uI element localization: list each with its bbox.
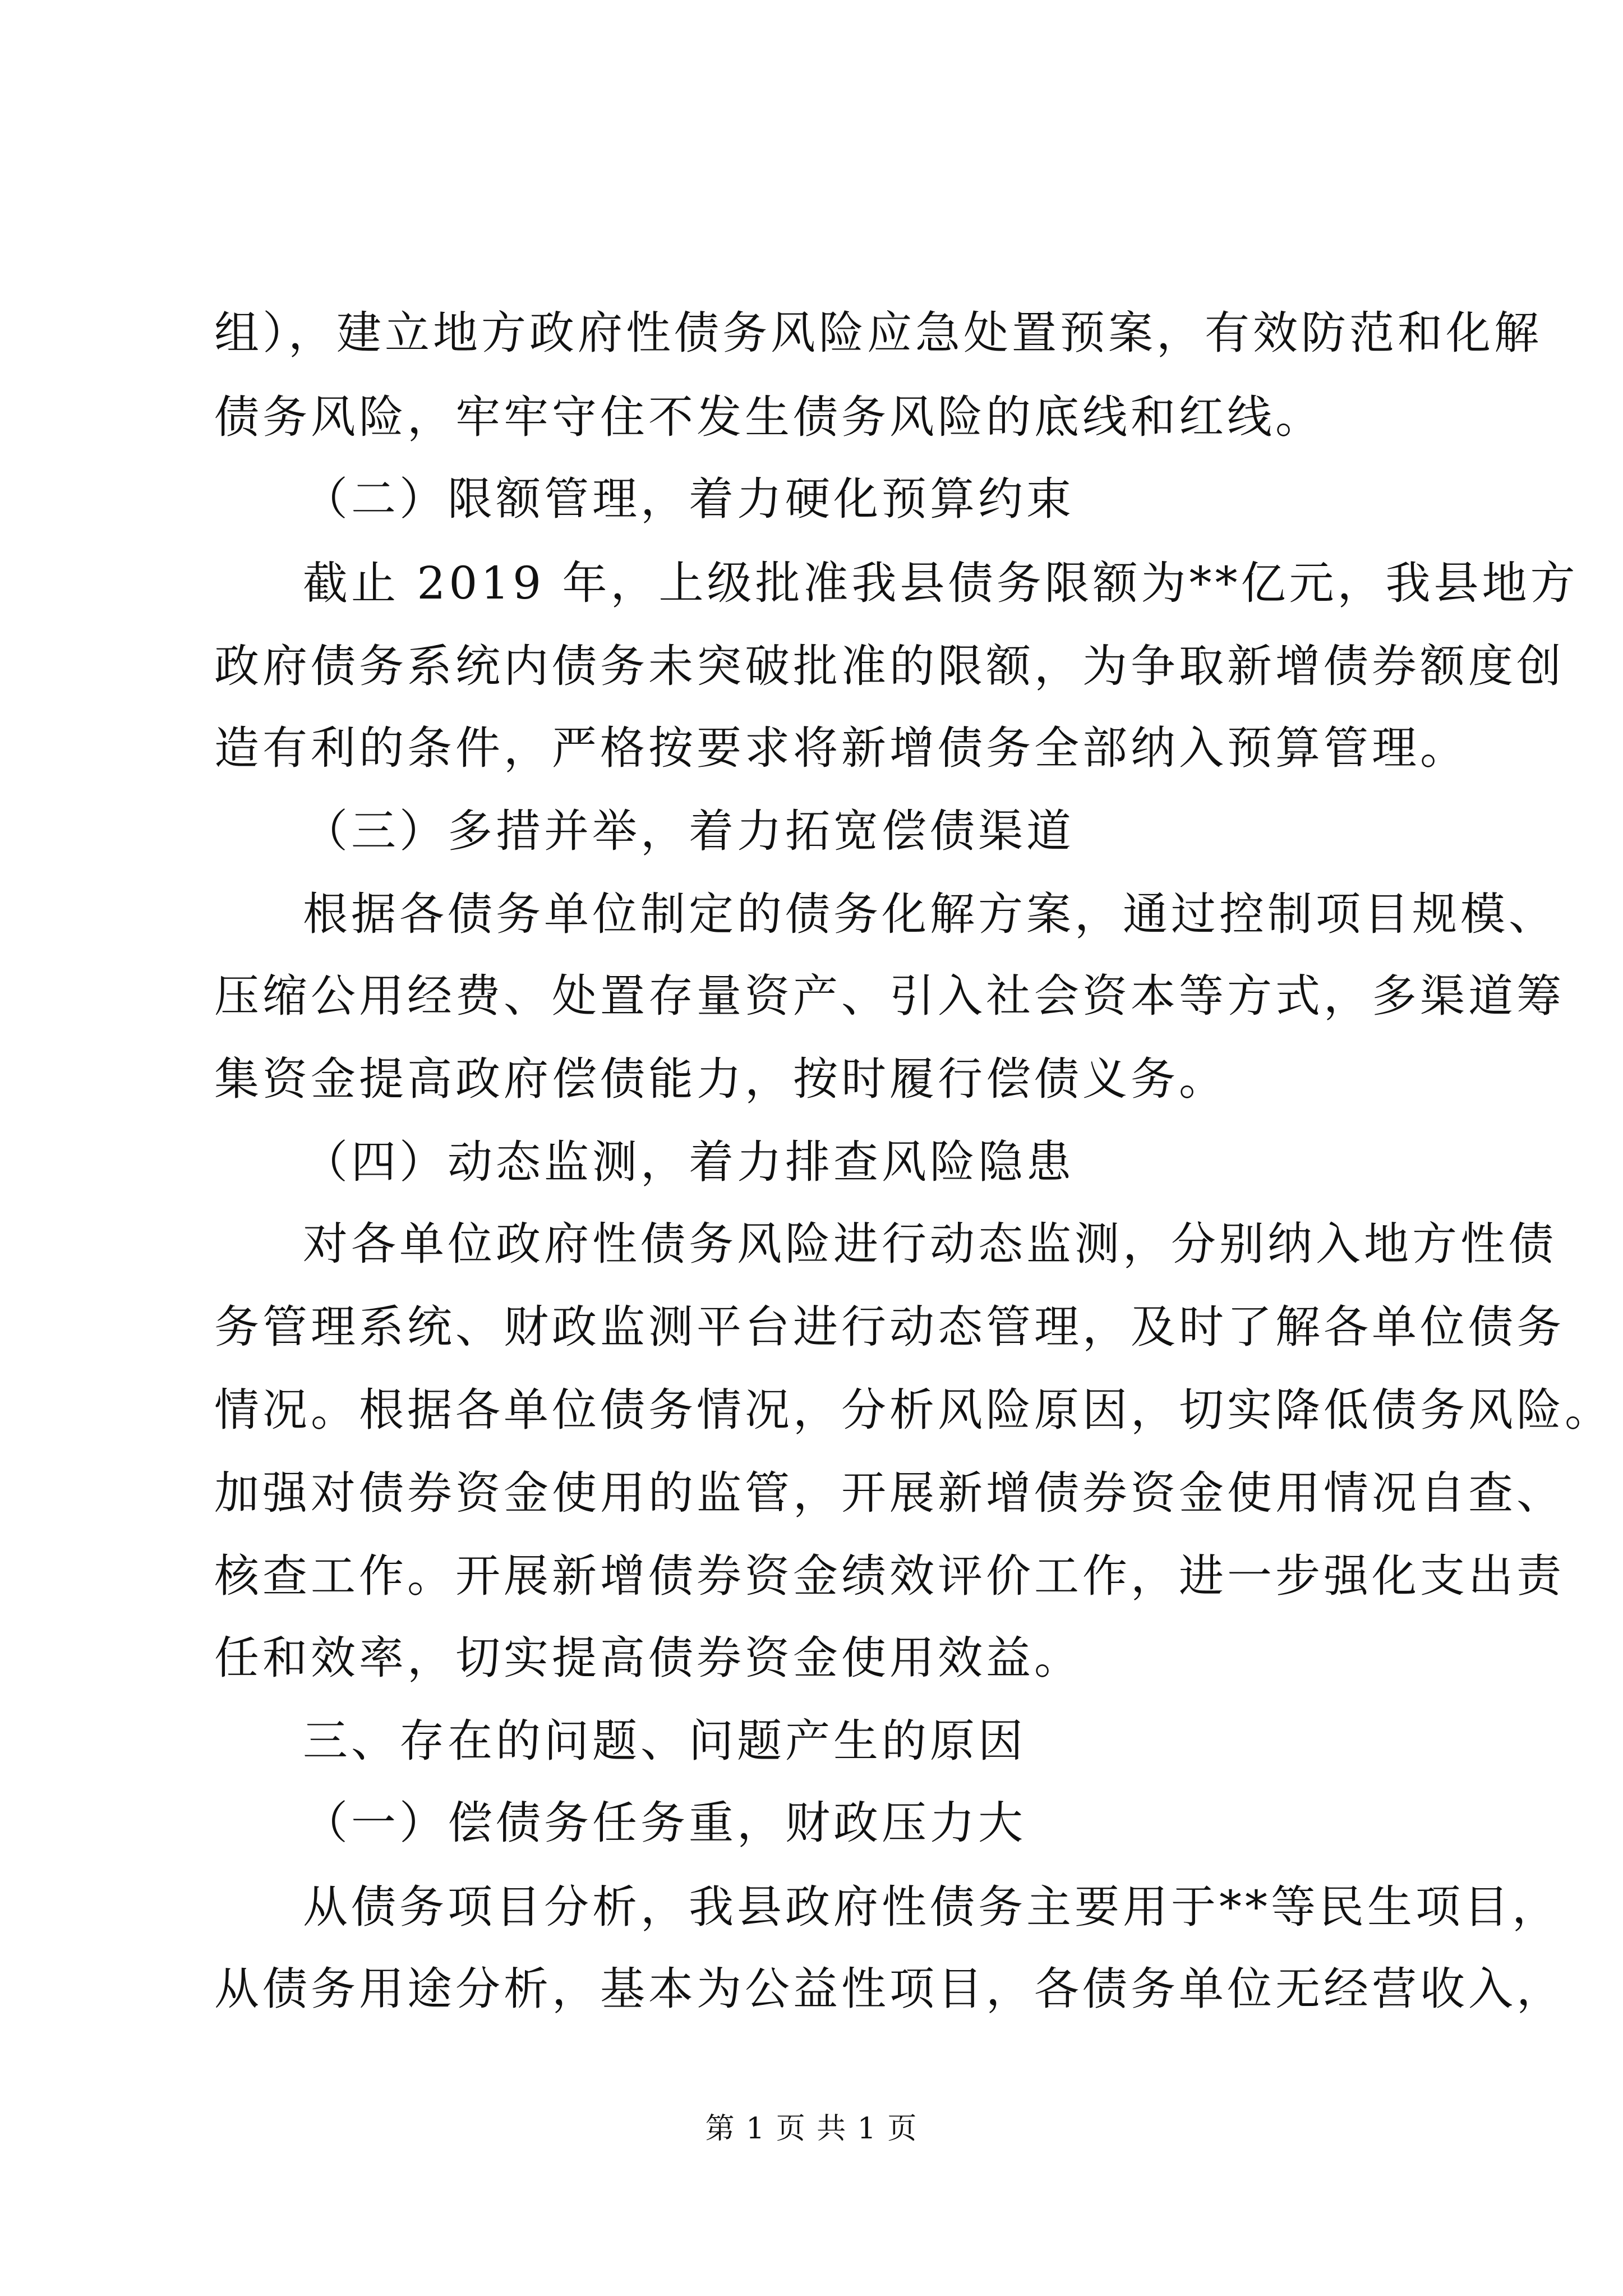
body-text-line: 从债务用途分析，基本为公益性项目，各债务单位无经营收入， (214, 1963, 1565, 2015)
body-text-line: 造有利的条件，严格按要求将新增债务全部纳入预算管理。 (214, 722, 1468, 774)
section-heading: （一）偿债务任务重，财政压力大 (303, 1797, 1026, 1849)
page-number-footer: 第 1 页 共 1 页 (705, 2112, 918, 2146)
body-text-line: 核查工作。开展新增债券资金绩效评价工作，进一步强化支出责 (214, 1550, 1565, 1602)
section-heading: （四）动态监测，着力排查风险隐患 (303, 1136, 1075, 1188)
body-text-line: 压缩公用经费、处置存量资产、引入社会资本等方式，多渠道筹 (214, 970, 1565, 1022)
body-text-line: 组），建立地方政府性债务风险应急处置预案，有效防范和化解 (214, 307, 1542, 359)
body-text-line: 务管理系统、财政监测平台进行动态管理，及时了解各单位债务 (214, 1301, 1565, 1353)
body-text-line: 集资金提高政府偿债能力，按时履行偿债义务。 (214, 1053, 1227, 1105)
body-text-line: 政府债务系统内债务未突破批准的限额，为争取新增债券额度创 (214, 640, 1565, 692)
section-heading: （三）多措并举，着力拓宽偿债渠道 (303, 805, 1075, 857)
body-text-line: 根据各债务单位制定的债务化解方案，通过控制项目规模、 (303, 888, 1557, 940)
section-heading: 三、存在的问题、问题产生的原因 (303, 1715, 1026, 1767)
section-heading: （二）限额管理，着力硬化预算约束 (303, 473, 1075, 525)
body-text-line: 债务风险，牢牢守住不发生债务风险的底线和红线。 (214, 391, 1324, 443)
body-text-line: 对各单位政府性债务风险进行动态监测，分别纳入地方性债 (303, 1218, 1557, 1270)
body-text-line: 情况。根据各单位债务情况，分析风险原因，切实降低债务风险。 (214, 1384, 1613, 1436)
body-text-line: 加强对债券资金使用的监管，开展新增债券资金使用情况自查、 (214, 1467, 1565, 1519)
body-text-line: 截止 2019 年，上级批准我县债务限额为**亿元，我县地方 (303, 557, 1579, 609)
body-text-line: 从债务项目分析，我县政府性债务主要用于**等民生项目， (303, 1881, 1560, 1933)
body-text-line: 任和效率，切实提高债券资金使用效益。 (214, 1632, 1082, 1684)
